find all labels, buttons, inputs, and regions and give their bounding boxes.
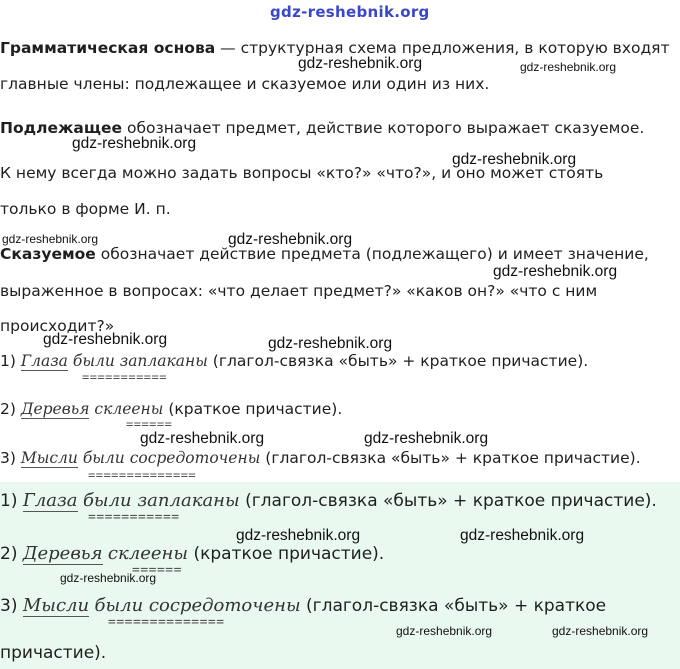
watermark: gdz-reshebnik.org — [452, 151, 577, 168]
watermark: gdz-reshebnik.org — [60, 571, 157, 585]
answer-2: 2) Деревья склеены (краткое причастие). — [0, 543, 385, 564]
answer-1-predicate: были заплаканы — [82, 490, 240, 511]
example-3-subject: Мысли — [20, 449, 78, 467]
watermark: gdz-reshebnik.org — [460, 527, 585, 544]
answer-2-subject: Деревья — [22, 543, 103, 564]
example-1-predicate-underline: =========== — [82, 370, 167, 384]
definition-line-2: главные члены: подлежащее и сказуемое или один из них. — [0, 75, 490, 93]
answer-2-predicate: склеены — [107, 543, 189, 564]
watermark: gdz-reshebnik.org — [364, 430, 489, 447]
subject-line-1: Подлежащее обозначает предмет, действие которого выражает сказуемое. — [0, 119, 645, 137]
predicate-line-1: Сказуемое обозначает действие предмета (подлежащего) и имеет значение, — [0, 245, 649, 263]
definition-line-1: Грамматическая основа — структурная схема предложения, в которую входят — [0, 39, 670, 57]
watermark: gdz-reshebnik.org — [298, 55, 423, 72]
watermark: gdz-reshebnik.org — [72, 135, 197, 152]
answer-3-continuation: причастие). — [0, 643, 107, 663]
answer-3-predicate: были сосредоточены — [94, 595, 301, 616]
subject-line-3: только в форме И. п. — [0, 200, 171, 218]
watermark: gdz-reshebnik.org — [493, 263, 618, 280]
answer-3-subject: Мысли — [22, 595, 90, 616]
example-2-predicate-underline: ====== — [126, 417, 173, 431]
predicate-line-3: происходит?» — [0, 317, 115, 335]
watermark: gdz-reshebnik.org — [228, 231, 353, 248]
example-3: 3) Мысли были сосредоточены (глагол-связка «быть» + краткое причастие). — [0, 449, 641, 467]
answer-3: 3) Мысли были сосредоточены (глагол-связка «быть» + краткое — [0, 595, 607, 616]
watermark: gdz-reshebnik.org — [140, 430, 265, 447]
example-3-predicate: были сосредоточены — [82, 449, 261, 467]
example-3-predicate-underline: ============== — [88, 468, 197, 482]
watermark: gdz-reshebnik.org — [236, 527, 361, 544]
subject-line-2: К нему всегда можно задать вопросы «кто?» «что?», и оно может стоять — [0, 164, 604, 182]
example-2-predicate: склеены — [94, 400, 164, 418]
example-2: 2) Деревья склеены (краткое причастие). — [0, 400, 343, 418]
answer-1-predicate-underline: =========== — [88, 510, 180, 525]
watermark: gdz-reshebnik.org — [520, 60, 617, 74]
top-watermark: gdz-reshebnik.org — [270, 3, 430, 21]
example-2-subject: Деревья — [20, 400, 90, 418]
watermark: gdz-reshebnik.org — [2, 232, 99, 246]
watermark: gdz-reshebnik.org — [43, 331, 168, 348]
definition-term: Грамматическая основа — [0, 39, 216, 57]
subject-term: Подлежащее — [0, 119, 123, 137]
example-1-subject: Глаза — [20, 352, 68, 370]
watermark: gdz-reshebnik.org — [396, 624, 493, 638]
answer-2-predicate-underline: ====== — [132, 563, 182, 578]
predicate-line-2: выраженное в вопросах: «что делает предмет?» «каков он?» «что с ним — [0, 282, 598, 300]
watermark: gdz-reshebnik.org — [552, 624, 649, 638]
answer-1-subject: Глаза — [22, 490, 78, 511]
example-1: 1) Глаза были заплаканы (глагол-связка «быть» + краткое причастие). — [0, 352, 589, 370]
answer-1: 1) Глаза были заплаканы (глагол-связка «быть» + краткое причастие). — [0, 490, 657, 511]
answer-3-predicate-underline: ============== — [108, 615, 225, 630]
example-1-predicate: были заплаканы — [72, 352, 208, 370]
watermark: gdz-reshebnik.org — [268, 335, 393, 352]
predicate-term: Сказуемое — [0, 245, 96, 263]
